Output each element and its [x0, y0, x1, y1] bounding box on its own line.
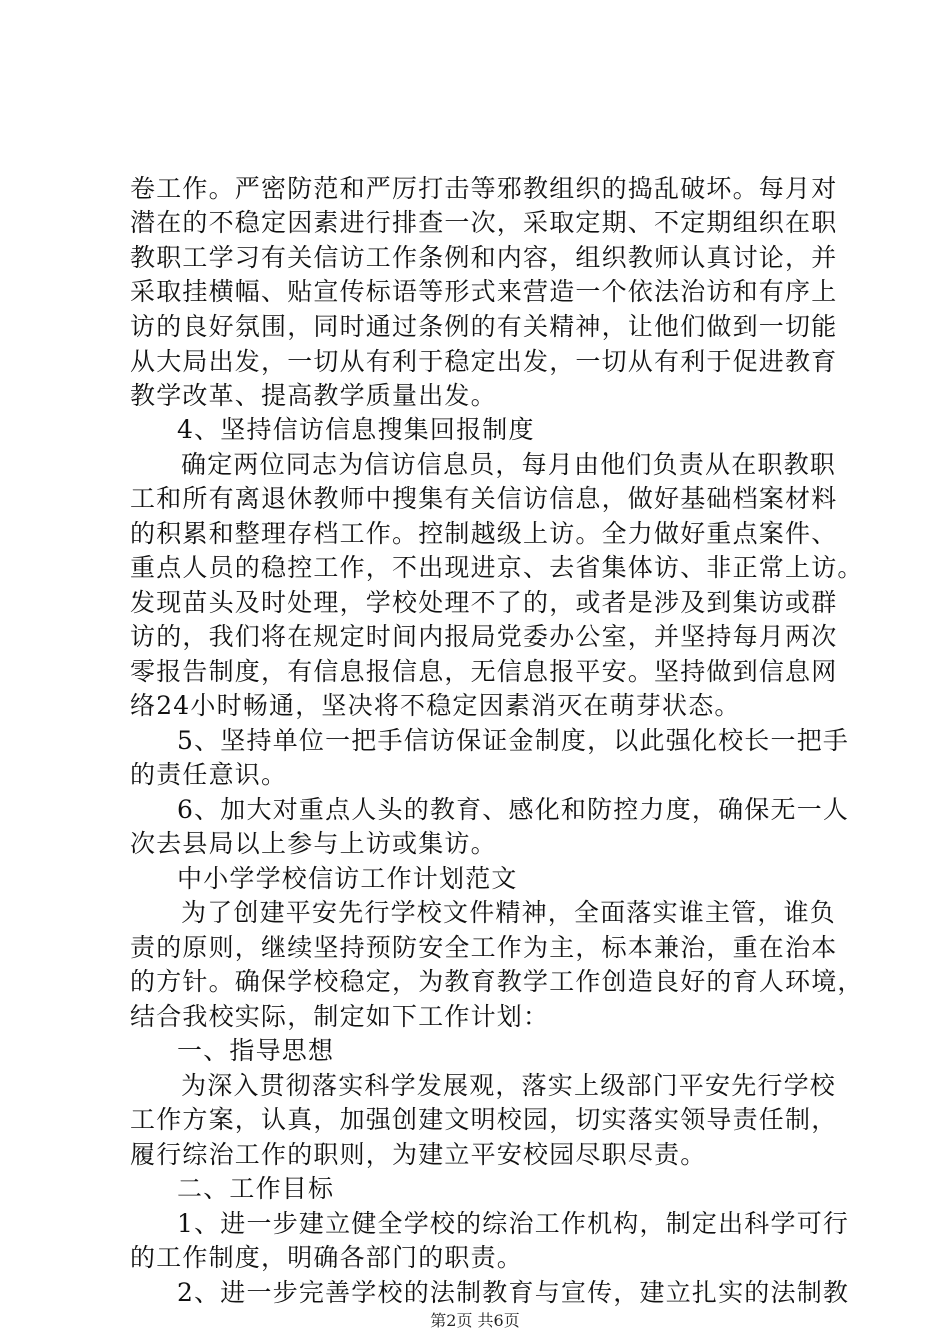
- text-line: 确定两位同志为信访信息员，每月由他们负责从在职教职: [181, 450, 837, 479]
- text-line: 履行综治工作的职则，为建立平安校园尽职尽责。: [130, 1140, 707, 1169]
- text-line: 为了创建平安先行学校文件精神，全面落实谁主管，谁负: [181, 898, 837, 927]
- text-line: 工和所有离退休教师中搜集有关信访信息，做好基础档案材料: [130, 484, 838, 513]
- text-line: 的方针。确保学校稳定，为教育教学工作创造良好的育人环境，: [130, 967, 864, 996]
- text-line: 重点人员的稳控工作，不出现进京、去省集体访、非正常上访。: [130, 553, 864, 582]
- page-number-footer: 第2页 共6页: [430, 1311, 520, 1330]
- section-heading: 一、指导思想: [177, 1036, 335, 1065]
- text-line: 的工作制度，明确各部门的职责。: [130, 1243, 524, 1272]
- text-line: 1、进一步建立健全学校的综治工作机构，制定出科学可行: [177, 1209, 850, 1238]
- text-line: 潜在的不稳定因素进行排查一次，采取定期、不定期组织在职: [130, 208, 838, 237]
- text-line: 结合我校实际，制定如下工作计划：: [130, 1002, 550, 1031]
- text-line: 为深入贯彻落实科学发展观，落实上级部门平安先行学校: [181, 1071, 837, 1100]
- text-line: 工作方案，认真，加强创建文明校园，切实落实领导责任制，: [130, 1105, 838, 1134]
- text-line: 卷工作。严密防范和严厉打击等邪教组织的捣乱破坏。每月对: [130, 174, 838, 203]
- text-line: 2、进一步完善学校的法制教育与宣传，建立扎实的法制教: [177, 1278, 850, 1307]
- text-line: 从大局出发，一切从有利于稳定出发，一切从有利于促进教育: [130, 347, 838, 376]
- text-line: 访的，我们将在规定时间内报局党委办公室，并坚持每月两次: [130, 622, 838, 651]
- text-line: 的责任意识。: [130, 760, 288, 789]
- text-line: 零报告制度，有信息报信息，无信息报平安。坚持做到信息网: [130, 657, 838, 686]
- text-line: 6、加大对重点人头的教育、感化和防控力度，确保无一人: [177, 795, 850, 824]
- section-heading: 二、工作目标: [177, 1174, 335, 1203]
- section-heading: 4、坚持信访信息搜集回报制度: [177, 415, 535, 444]
- text-line: 次去县局以上参与上访或集访。: [130, 829, 497, 858]
- text-line: 发现苗头及时处理，学校处理不了的，或者是涉及到集访或群: [130, 588, 838, 617]
- document-title: 中小学学校信访工作计划范文: [177, 864, 518, 893]
- text-line: 的积累和整理存档工作。控制越级上访。全力做好重点案件、: [130, 519, 838, 548]
- text-line: 责的原则，继续坚持预防安全工作为主，标本兼治，重在治本: [130, 933, 838, 962]
- text-line: 5、坚持单位一把手信访保证金制度，以此强化校长一把手: [177, 726, 850, 755]
- text-line: 教学改革、提高教学质量出发。: [130, 381, 497, 410]
- text-line: 教职工学习有关信访工作条例和内容，组织教师认真讨论，并: [130, 243, 838, 272]
- text-line: 采取挂横幅、贴宣传标语等形式来营造一个依法治访和有序上: [130, 277, 838, 306]
- text-line: 访的良好氛围，同时通过条例的有关精神，让他们做到一切能: [130, 312, 838, 341]
- text-line: 络24小时畅通，坚决将不稳定因素消灭在萌芽状态。: [130, 691, 741, 720]
